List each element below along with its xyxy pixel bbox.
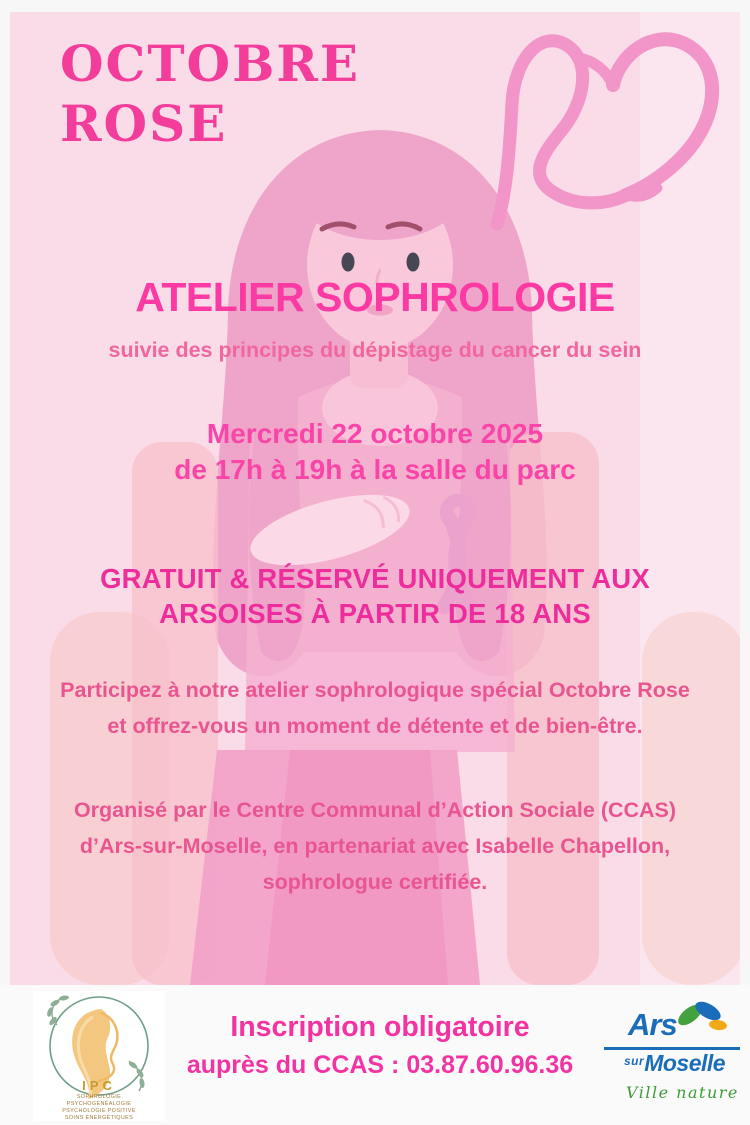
registration-phone: auprès du CCAS : 03.87.60.96.36 (186, 1051, 574, 1079)
ipc-acronym: IPC (82, 1078, 116, 1093)
ipc-service-line: SOPHROLOGIE (76, 1094, 122, 1100)
paragraph-participation: Participez à notre atelier sophrologique spécial Octobre Rose et offrez-vous un moment de détente et de bien-être. (60, 678, 690, 738)
ipc-service-line: SOINS ÉNERGÉTIQUES (64, 1115, 134, 1121)
title-line-2: ROSE (60, 94, 228, 153)
eligibility-line-2: ARSOISES À PARTIR DE 18 ANS (159, 598, 591, 629)
poster-panel (10, 12, 740, 985)
eligibility-block (10, 561, 740, 631)
workshop-heading: ATELIER SOPHROLOGIE (135, 274, 615, 320)
title-line-1: OCTOBRE (60, 34, 361, 93)
ars-name: Ars (628, 1007, 677, 1042)
registration-heading: Inscription obligatoire (230, 1011, 530, 1043)
brush-heart-ribbon-icon (480, 20, 740, 235)
fringe-shape (297, 144, 463, 240)
footer-bar (0, 985, 750, 1125)
ars-sur: sur (624, 1054, 645, 1068)
poster-title (60, 34, 360, 154)
workshop-subheading: suivie des principes du dépistage du cancer du sein (108, 338, 642, 362)
right-eye (407, 253, 420, 272)
paragraph-organizer: Organisé par le Centre Communal d’Action Sociale (CCAS) d’Ars-sur-Moselle, en partenariat avec Isabelle Chapellon, sophrologue certifiée. (73, 798, 677, 894)
ars-moselle: Moselle (644, 1050, 726, 1076)
ipc-service-lines (62, 1094, 136, 1121)
ars-tagline: Ville nature (626, 1083, 739, 1102)
ipc-service-line: PSYCHOGÉNÉALOGIE (66, 1101, 132, 1107)
ipc-logo (33, 991, 165, 1121)
event-date-line: Mercredi 22 octobre 2025 (206, 418, 544, 449)
registration-block (160, 1011, 600, 1080)
ars-sur-moselle-text (624, 1050, 725, 1077)
ars-leaves-icon (674, 997, 730, 1037)
ipc-service-line: PSYCHOLOGIE POSITIVE (62, 1108, 136, 1114)
left-eye (342, 253, 355, 272)
ars-sur-moselle-logo (598, 1001, 748, 1111)
event-date-block (10, 416, 740, 488)
eligibility-line-1: GRATUIT & RÉSERVÉ UNIQUEMENT AUX (100, 563, 650, 594)
event-time-place-line: de 17h à 19h à la salle du parc (174, 454, 576, 485)
